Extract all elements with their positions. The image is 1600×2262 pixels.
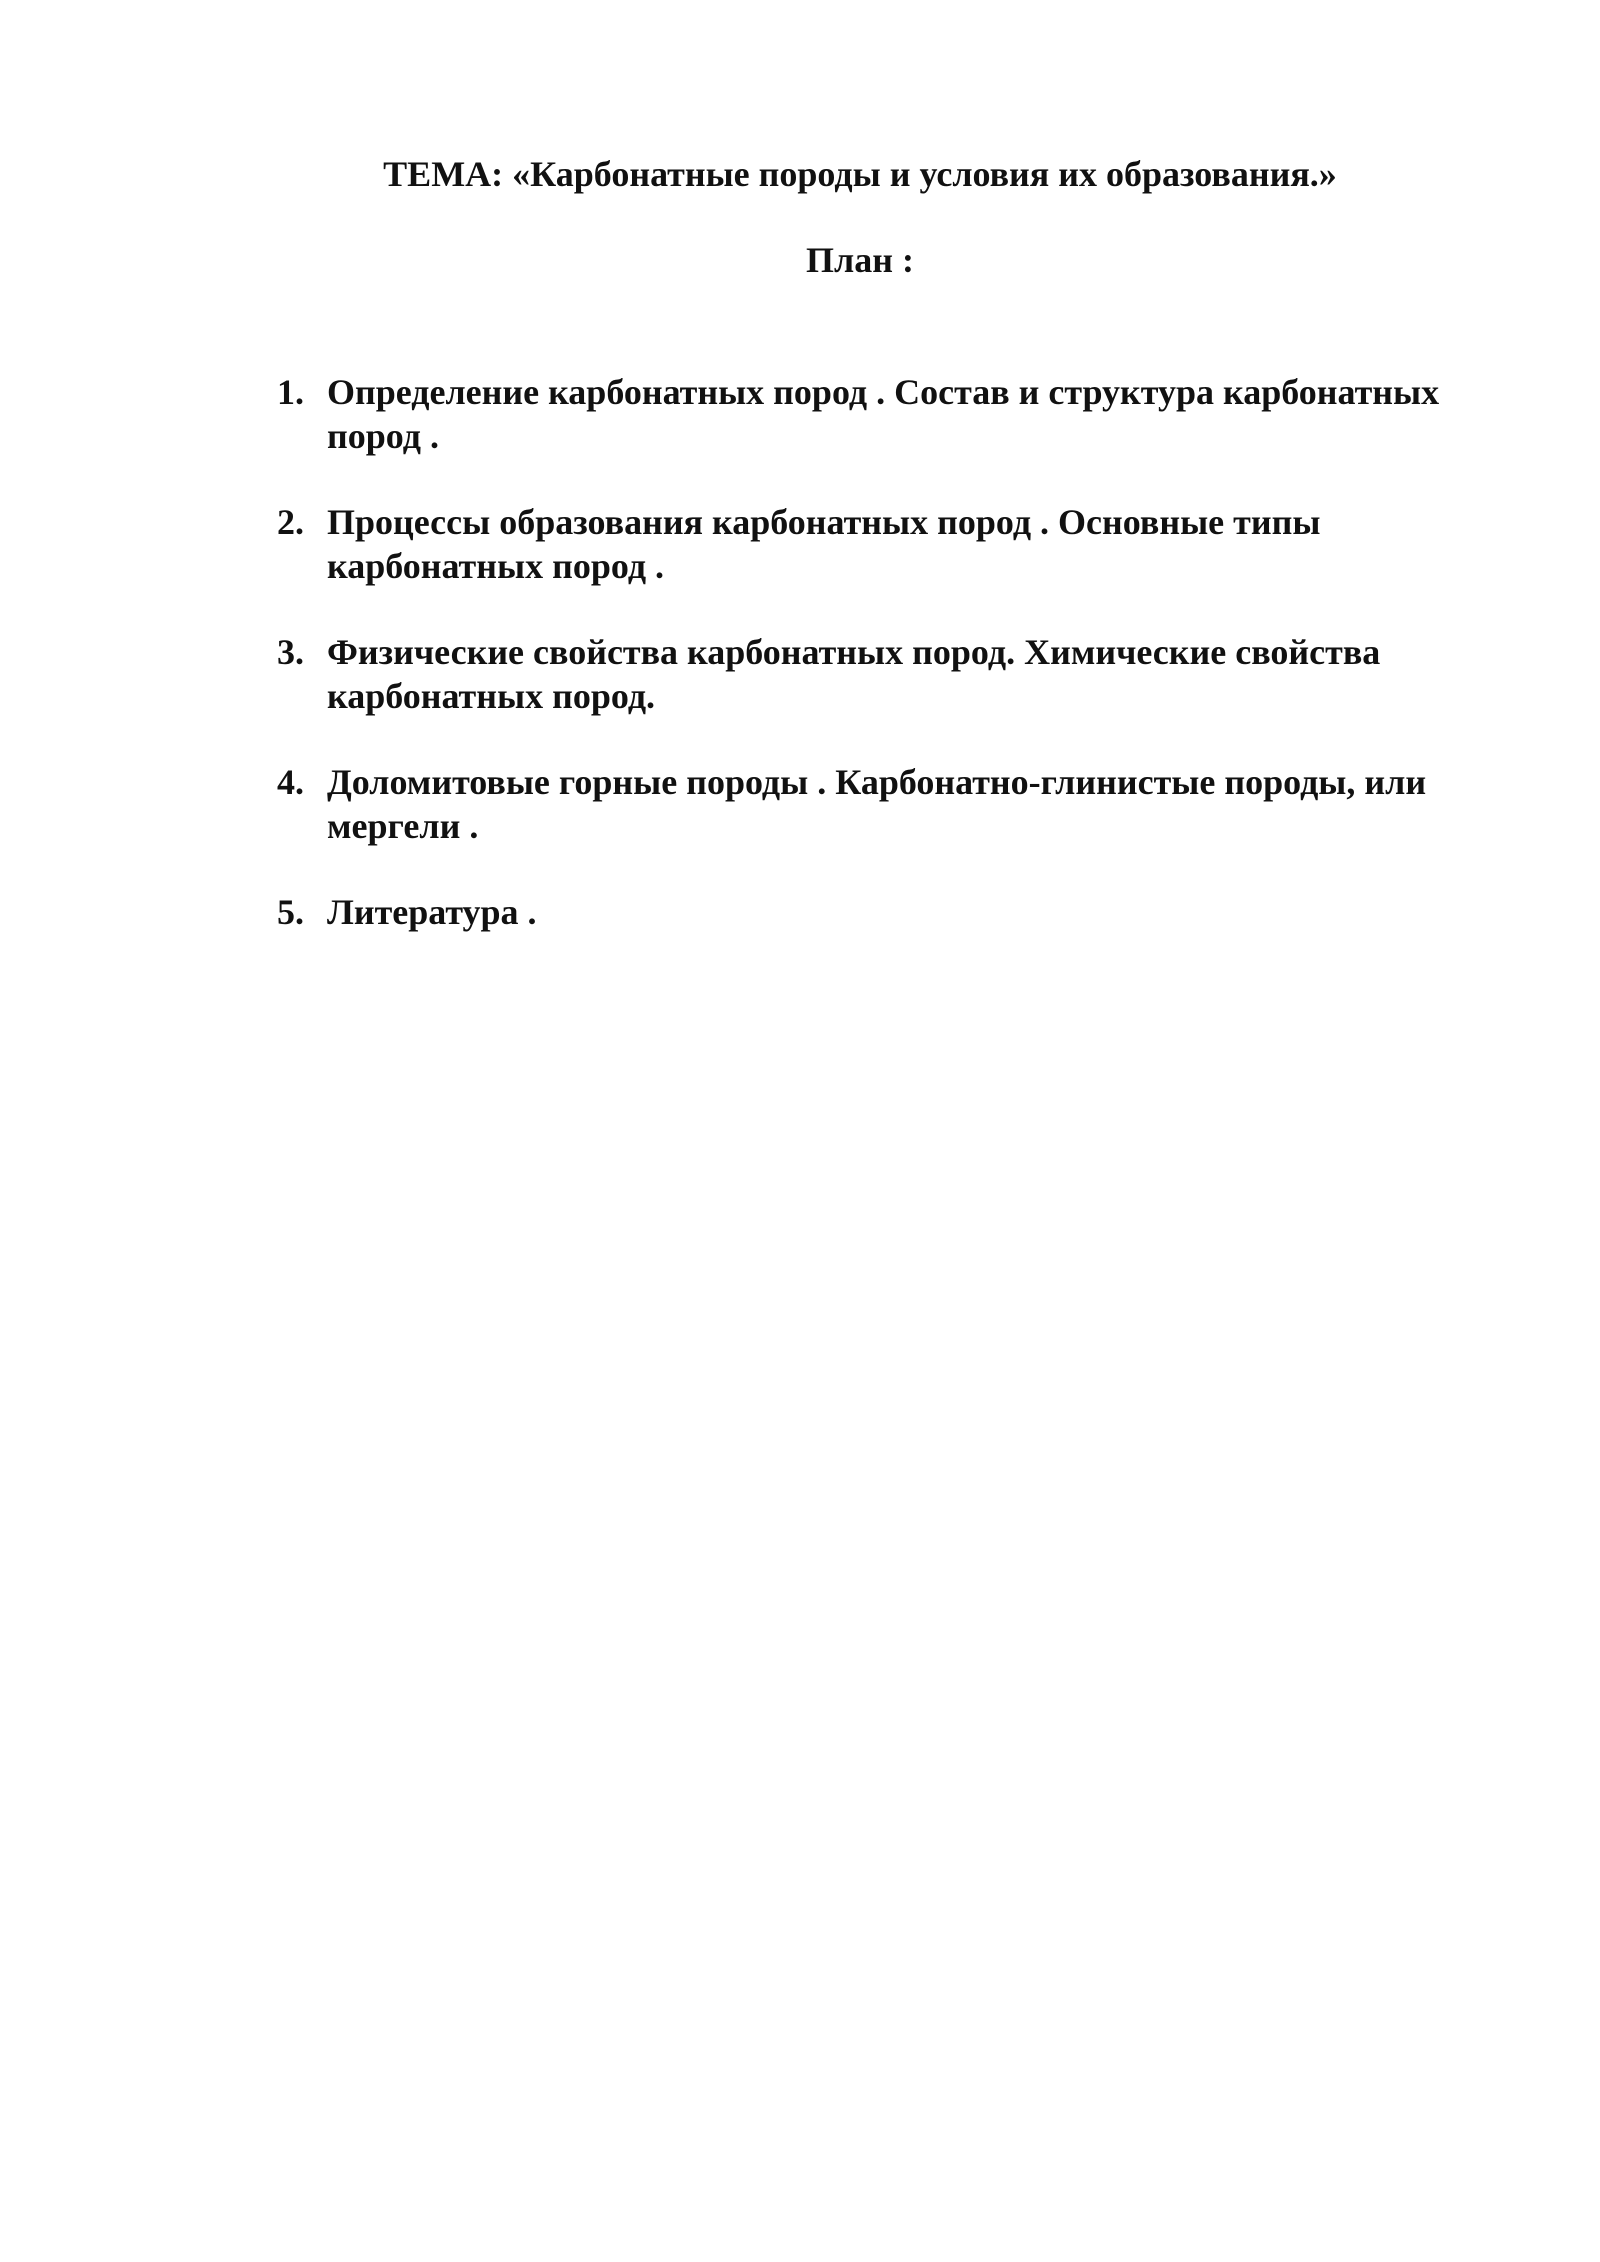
plan-item-number: 5. [277, 892, 304, 932]
plan-item-text: Литература . [327, 892, 537, 932]
plan-item-5 [277, 890, 1507, 934]
plan-item-text: Физические свойства карбонатных пород. Химические свойства карбонатных пород. [327, 632, 1381, 716]
plan-heading: План : [806, 240, 914, 280]
plan-item-number: 4. [277, 762, 304, 802]
plan-item-1 [277, 370, 1507, 458]
plan-item-text: Определение карбонатных пород . Состав и структура карбонатных пород . [327, 372, 1440, 456]
plan-item-text: Доломитовые горные породы . Карбонатно-глинистые породы, или мергели . [327, 762, 1427, 846]
plan-item-4 [277, 760, 1507, 848]
document-topic: ТЕМА: «Карбонатные породы и условия их образования.» [383, 154, 1337, 194]
plan-item-2 [277, 500, 1507, 588]
plan-item-text: Процессы образования карбонатных пород . Основные типы карбонатных пород . [327, 502, 1321, 586]
plan-item-number: 3. [277, 632, 304, 672]
plan-item-number: 2. [277, 502, 304, 542]
plan-list [277, 370, 1507, 976]
plan-item-3 [277, 630, 1507, 718]
plan-item-number: 1. [277, 372, 304, 412]
